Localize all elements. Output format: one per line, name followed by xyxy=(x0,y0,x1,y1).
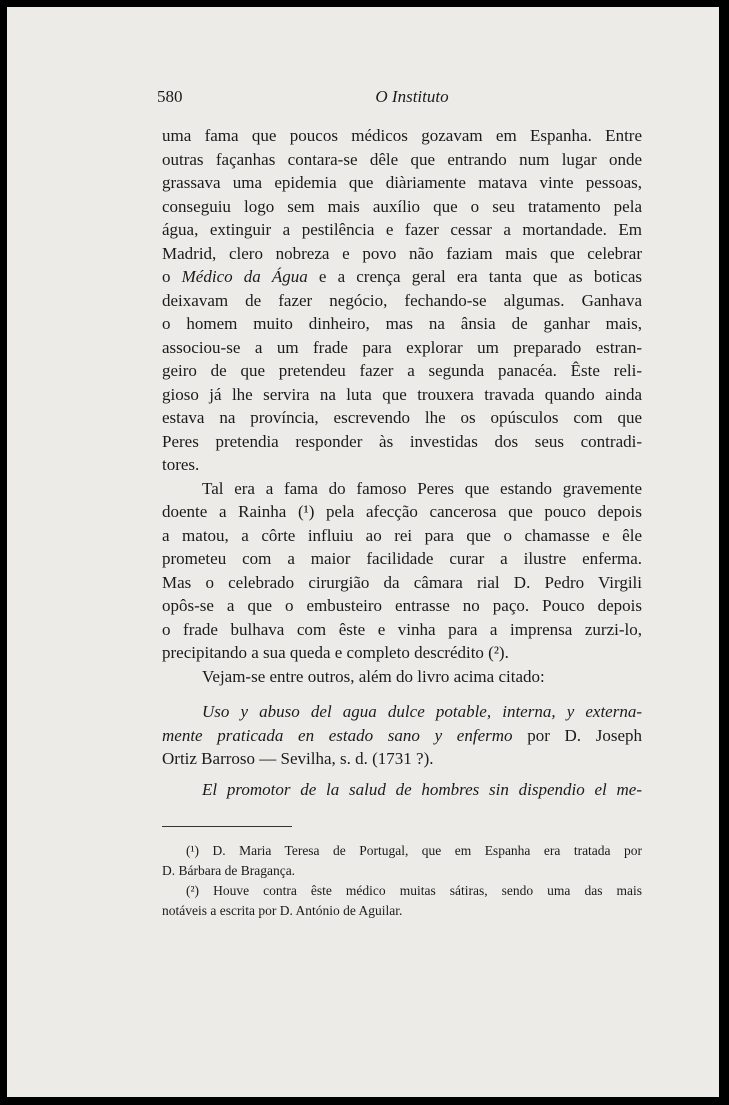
text-line: deixavam de fazer negócio, fechando-se algumas. Ganhava xyxy=(162,290,642,310)
text-line: tores. xyxy=(162,455,200,474)
text-line: precipitando a sua queda e completo descrédito (²). xyxy=(162,643,509,662)
citation-line xyxy=(162,700,642,724)
page-number: 580 xyxy=(157,87,183,106)
citation-2 xyxy=(162,778,642,802)
text-line: associou-se a um frade para explorar um preparado estran- xyxy=(162,337,642,357)
text-line: prometeu com a maior facilidade curar a ilustre enferma. xyxy=(162,549,642,568)
running-title: O Instituto xyxy=(375,87,449,106)
text-line: estava na província, escrevendo lhe os opúsculos com que xyxy=(162,408,642,427)
text-line: a matou, a côrte influiu ao rei para que o chamasse e êle xyxy=(162,525,642,545)
text-line: doente a Rainha (¹) pela afecção cancerosa que pouco depois xyxy=(162,502,642,521)
book-page xyxy=(7,7,719,1097)
text-line-with-italic: o Médico da Água e a crença geral era tanta que as boticas xyxy=(162,267,642,286)
text-line: geiro de que pretendeu fazer a segunda panacéa. Êste reli- xyxy=(162,361,642,380)
text-line: Tal era a fama do famoso Peres que estando gravemente xyxy=(202,478,642,498)
footnote-line: D. Bárbara de Bragança. xyxy=(162,863,296,878)
footnote-line: (²) Houve contra êste médico muitas sátiras, sendo uma das mais xyxy=(186,883,642,898)
footnote-line: notáveis a escrita por D. António de Aguilar. xyxy=(162,903,403,918)
text-line: uma fama que poucos médicos gozavam em Espanha. Entre xyxy=(162,126,642,145)
spacer xyxy=(162,771,642,778)
text-line: o frade bulhava com êste e vinha para a imprensa zurzi-lo, xyxy=(162,619,642,639)
text-line: Mas o celebrado cirurgião da câmara rial D. Pedro Virgili xyxy=(162,572,642,592)
page-body xyxy=(162,124,642,921)
footnote-rule xyxy=(162,826,292,827)
citation-1 xyxy=(162,700,642,771)
spacer xyxy=(162,688,642,700)
citation-line: Ortiz Barroso — Sevilha, s. d. (1731 ?). xyxy=(162,749,434,768)
citation-author: por D. Joseph xyxy=(527,725,642,745)
italic-title: Médico da Água xyxy=(181,267,308,286)
citation-line xyxy=(162,724,642,748)
page-header xyxy=(157,87,647,111)
paragraph-3: Vejam-se entre outros, além do livro acima citado: xyxy=(202,666,545,686)
text-line: conseguiu logo sem mais auxílio que o seu tratamento pela xyxy=(162,196,642,216)
citation-title-a: Uso y abuso del agua dulce potable, interna, y externa- xyxy=(202,702,642,721)
text-line: opôs-se a que o embusteiro entrasse no paço. Pouco depois xyxy=(162,596,642,615)
text-line: Peres pretendia responder às investidas dos seus contradi- xyxy=(162,431,642,451)
paragraph-1 xyxy=(162,124,642,477)
paragraph-2 xyxy=(162,477,642,665)
text-line: grassava uma epidemia que diàriamente matava vinte pessoas, xyxy=(162,173,642,192)
text-line: Madrid, clero nobreza e povo não faziam mais que celebrar xyxy=(162,243,642,263)
text-line: água, extinguir a pestilência e fazer cessar a mortandade. Em xyxy=(162,220,642,239)
text-line: o homem muito dinheiro, mas na ânsia de ganhar mais, xyxy=(162,314,642,333)
text-line: gioso já lhe servira na luta que trouxera travada quando ainda xyxy=(162,384,642,404)
text-line: outras façanhas contara-se dêle que entrando num lugar onde xyxy=(162,149,642,169)
citation-2-title: El promotor de la salud de hombres sin dispendio el me- xyxy=(202,779,642,799)
citation-title-b: mente praticada en estado sano y enfermo xyxy=(162,725,513,745)
footnote-line: (¹) D. Maria Teresa de Portugal, que em Espanha era tratada por xyxy=(186,843,642,858)
footnotes xyxy=(162,841,642,921)
